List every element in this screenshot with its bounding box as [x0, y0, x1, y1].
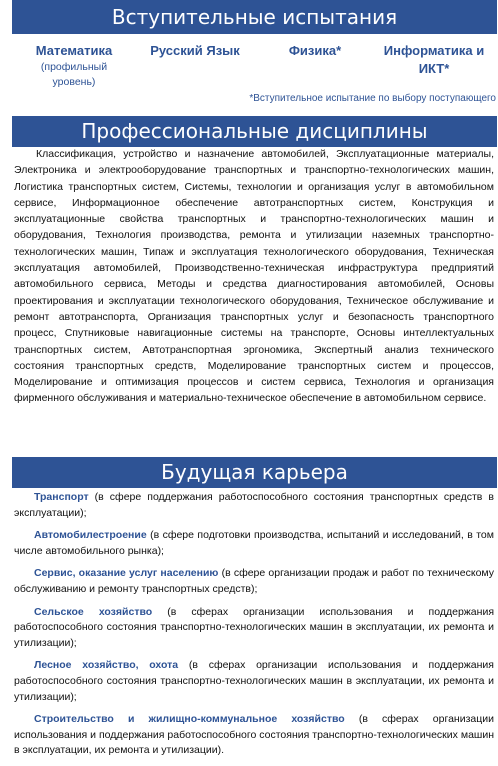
career-term: Лесное хозяйство, охота [34, 659, 179, 672]
career-banner [12, 457, 497, 488]
career-term: Сервис, оказание услуг населению [34, 567, 219, 580]
subject-note: (профильный уровень) [40, 61, 108, 88]
career-desc: (в сферах организации использования и поддержания работоспособного состояния транспортно-технологических машин в эксплуатации, их ремонта и утилизации); [14, 605, 495, 649]
career-term: Сельское хозяйство [34, 605, 153, 618]
career-item [14, 605, 494, 652]
subject-name: Русский Язык [150, 43, 240, 58]
subject-physics [265, 42, 365, 60]
career-desc: (в сферах организации использования и поддержания работоспособного состояния транспортно-технологических машин в эксплуатации, их ремонта и утилизации). [14, 713, 494, 757]
career-item [14, 566, 494, 597]
disciplines-text: Классификация, устройство и назначение автомобилей, Эксплуатационные материалы, Электроника и электрооборудование транспортных и транспортно-технологических машин, Логистика транспортных систем, Системы, технологии и организация услуг в автомобильном сервисе, Информационное обеспечение автотранспортных систем, Конструкция и эксплуатационные свойства транспортных и транспортно-технологических машин и оборудования, Технология производства, ремонта и утилизации наземных транспортно-технологических машин, Типаж и эксплуатация технологического оборудования, Техническая эксплуатация автомобилей, Производственно-техническая инфраструктура предприятий автомобильного сервиса, Методы и средства диагностирования автомобилей, Основы проектирования и эксплуатации технологического оборудования, Техническое обслуживание и ремонт автотранспорта, Организация транспортных услуг и безопасность транспортного процесс, Спутниковые навигационные системы на транспорте, Основы интеллектуальных транспортных систем, Автотранспортная эргономика, Экспертный анализ технического состояния транспортных средств, Моделирование транспортных систем и процессов, Моделирование и оптимизация процессов и систем сервиса, Технология и организация фирменного обслуживания и материально-техническое обеспечение в автомобильном сервисе. [14, 148, 494, 405]
elective-footnote: *Вступительное испытание по выбору поступающего [249, 93, 496, 104]
subject-name: Физика* [288, 43, 342, 58]
career-item [14, 658, 494, 705]
subject-name: Математика [35, 43, 113, 58]
career-term: Автомобилестроение [34, 529, 147, 542]
career-desc: (в сфере поддержания работоспособного состояния транспортных средств в эксплуатации); [14, 491, 494, 519]
subject-russian [135, 42, 255, 60]
career-item [14, 712, 494, 759]
subject-informatics [370, 42, 498, 78]
career-list [14, 490, 494, 766]
career-desc: (в сфере организации продаж и работ по техническому обслуживанию и ремонту транспортных средств); [14, 567, 494, 595]
disciplines-title: Профессиональные дисциплины [81, 119, 428, 143]
entrance-exams-banner [12, 0, 497, 34]
career-item [14, 490, 494, 521]
disciplines-banner [12, 116, 497, 147]
subject-name: Информатика и ИКТ* [383, 43, 485, 76]
career-term: Транспорт [34, 491, 89, 503]
career-term: Строительство и жилищно-коммунальное хозяйство [34, 713, 345, 726]
career-title: Будущая карьера [161, 460, 348, 484]
career-desc: (в сферах организации использования и поддержания работоспособного состояния транспортно-технологических машин в эксплуатации, их ремонта и утилизации); [14, 659, 494, 703]
entrance-exams-title: Вступительные испытания [111, 5, 398, 29]
career-desc: (в сфере подготовки производства, испытаний и исследований, в том числе автомобильного рынка); [14, 529, 494, 557]
career-item [14, 528, 494, 559]
subject-math [20, 42, 128, 90]
